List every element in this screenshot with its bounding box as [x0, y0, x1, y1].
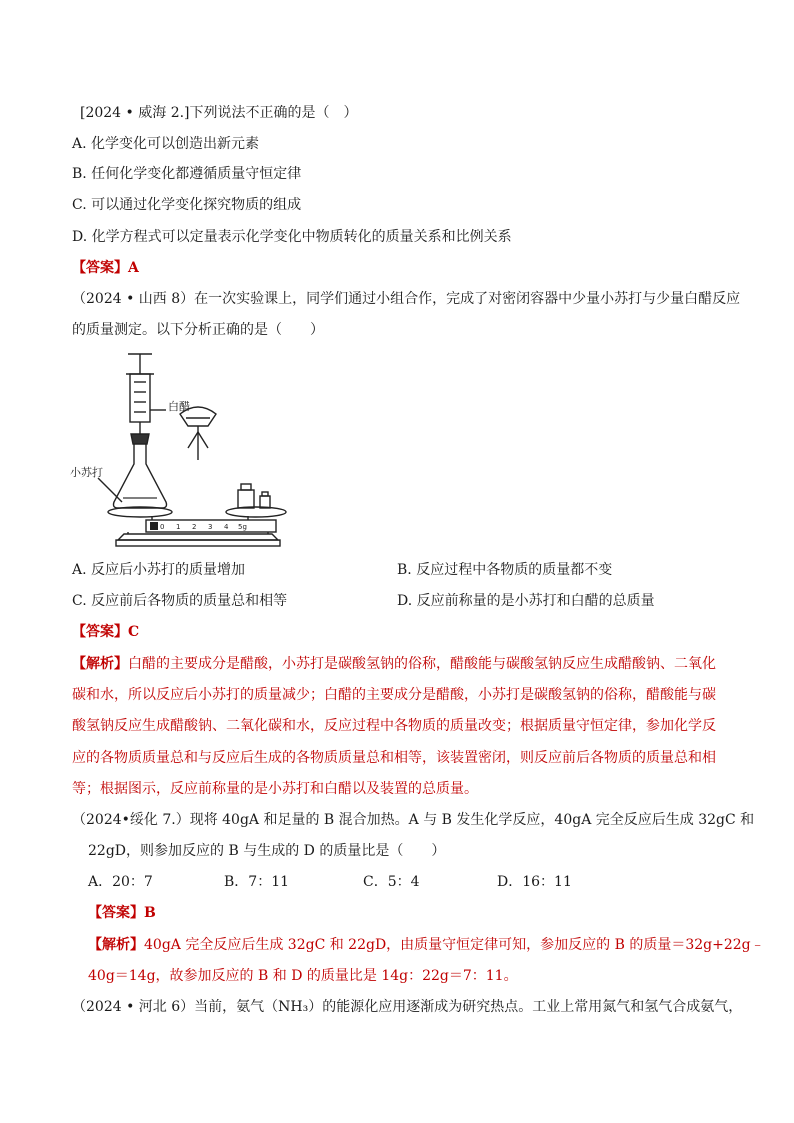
- tick-2: 2: [192, 523, 197, 531]
- q2-analysis-line2: 碳和水，所以反应后小苏打的质量减少；白醋的主要成分是醋酸，小苏打是碳酸氢钠的俗称，醋酸能与碳: [72, 687, 716, 703]
- q3-analysis-line2: 40g＝14g，故参加反应的 B 和 D 的质量比是 14g：22g＝7：11。: [88, 968, 518, 984]
- q2-answer: [72, 622, 139, 642]
- tick-0: 0: [160, 523, 165, 531]
- q2-option-a: A. 反应后小苏打的质量增加: [72, 562, 246, 578]
- q3-option-a: A．20：7: [88, 874, 153, 890]
- q2-stem-line1: （2024 • 山西 8）在一次实验课上，同学们通过小组合作，完成了对密闭容器中少量小苏打与少量白醋反应: [72, 291, 741, 307]
- balance-figure: [68, 352, 288, 548]
- answer-value: C: [128, 624, 140, 640]
- tick-3: 3: [208, 523, 213, 531]
- q2-option-b: B. 反应过程中各物质的质量都不变: [397, 562, 613, 578]
- q1-option-a: A. 化学变化可以创造出新元素: [72, 136, 260, 152]
- analysis-text: 40gA 完全反应后生成 32gC 和 22gD，由质量守恒定律可知，参加反应的 B 的质量＝32g+22g﹣: [144, 937, 765, 953]
- analysis-tag: 【解析】: [72, 656, 128, 672]
- q1-option-b: B. 任何化学变化都遵循质量守恒定律: [72, 166, 302, 182]
- q2-option-d: D. 反应前称量的是小苏打和白醋的总质量: [397, 593, 655, 609]
- q1-stem: [2024 • 威海 2.]下列说法不正确的是（ ）: [80, 105, 358, 121]
- analysis-text: 白醋的主要成分是醋酸，小苏打是碳酸氢钠的俗称，醋酸能与碳酸氢钠反应生成醋酸钠、二氧化: [128, 656, 716, 672]
- q2-analysis-line4: 应的各物质质量总和与反应后生成的各物质质量总和相等，该装置密闭，则反应前后各物质的质量总和相: [72, 750, 716, 766]
- q3-option-d: D．16：11: [497, 874, 572, 890]
- q2-option-c: C. 反应前后各物质的质量总和相等: [72, 593, 288, 609]
- q1-option-c: C. 可以通过化学变化探究物质的组成: [72, 197, 302, 213]
- q2-analysis-line3: 酸氢钠反应生成醋酸钠、二氧化碳和水，反应过程中各物质的质量改变；根据质量守恒定律，参加化学反: [72, 718, 716, 734]
- tick-5g: 5g: [238, 523, 247, 531]
- answer-tag: 【答案】: [72, 624, 128, 640]
- q2-analysis-line1: [72, 654, 716, 674]
- answer-value: B: [144, 905, 156, 921]
- q4-stem-line1: （2024 • 河北 6）当前，氨气（NH₃）的能源化应用逐渐成为研究热点。工业上常用氮气和氢气合成氨气，: [72, 999, 743, 1015]
- q1-answer: [72, 258, 139, 278]
- q3-option-c: C．5：4: [363, 874, 420, 890]
- q2-stem-line2: 的质量测定。以下分析正确的是（ ）: [72, 322, 324, 338]
- answer-tag: 【答案】: [88, 905, 144, 921]
- q3-answer: [88, 903, 156, 923]
- q3-stem-line1: （2024•绥化 7.）现将 40gA 和足量的 B 混合加热。A 与 B 发生化学反应，40gA 完全反应后生成 32gC 和: [72, 812, 755, 828]
- q3-stem-line2: 22gD，则参加反应的 B 与生成的 D 的质量比是（ ）: [88, 843, 446, 859]
- label-soda: 小苏打: [70, 466, 103, 479]
- q1-option-d: D. 化学方程式可以定量表示化学变化中物质转化的质量关系和比例关系: [72, 229, 512, 245]
- tick-1: 1: [176, 523, 181, 531]
- answer-tag: 【答案】: [72, 260, 128, 276]
- label-vinegar: 白醋: [168, 400, 190, 413]
- analysis-tag: 【解析】: [88, 937, 144, 953]
- q2-analysis-line5: 等；根据图示，反应前称量的是小苏打和白醋以及装置的总质量。: [72, 781, 478, 797]
- q3-option-b: B．7：11: [224, 874, 290, 890]
- answer-value: A: [128, 260, 139, 276]
- q3-analysis-line1: [88, 935, 765, 955]
- tick-4: 4: [224, 523, 229, 531]
